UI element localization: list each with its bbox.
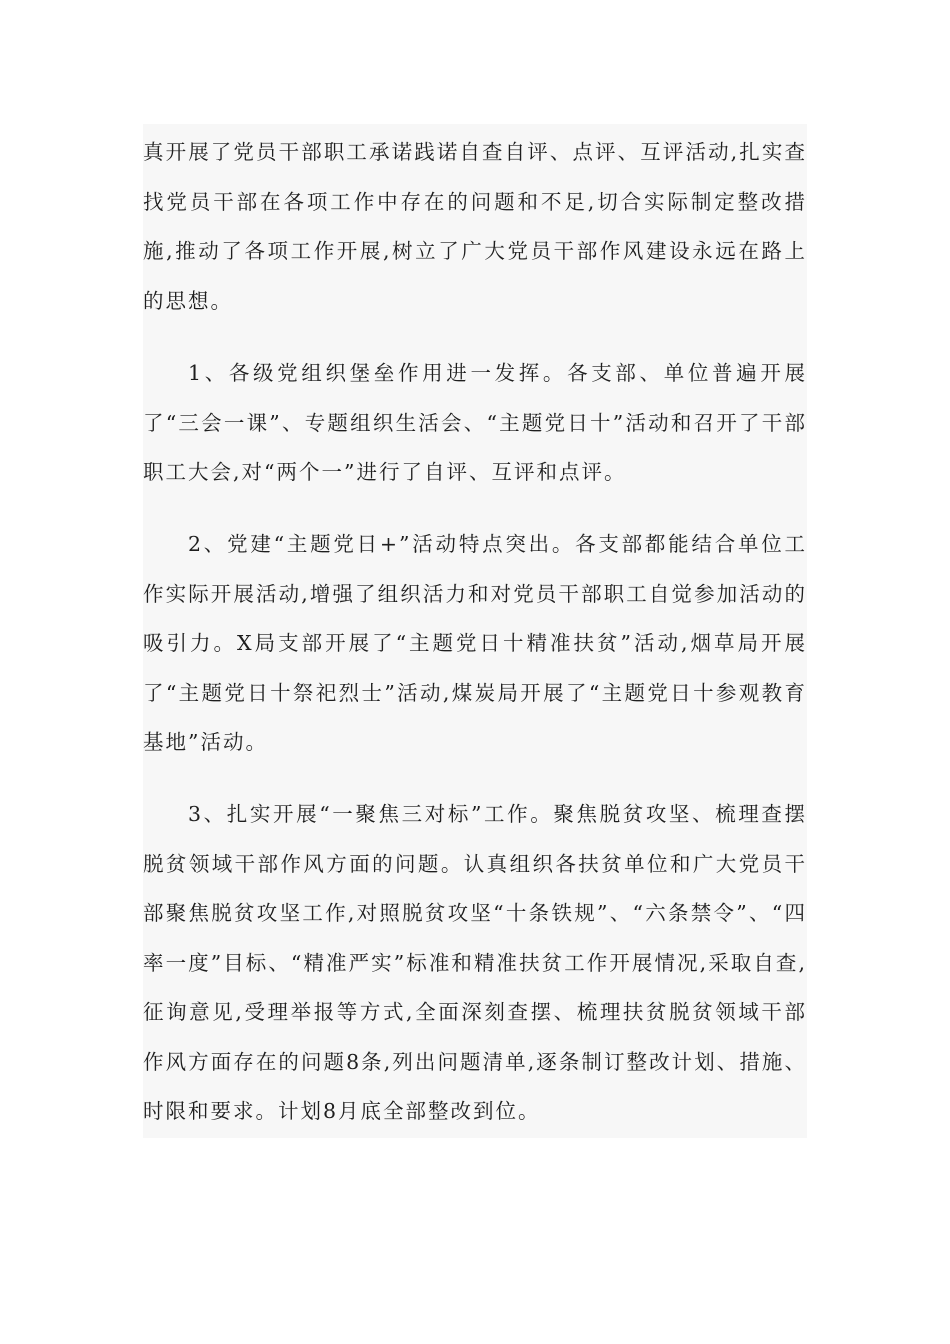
paragraph-item-1: 1、各级党组织堡垒作用进一发挥。各支部、单位普遍开展了“三会一课”、专题组织生活会、“主题党日十”活动和召开了干部职工大会,对“两个一”进行了自评、互评和点评。 bbox=[143, 361, 807, 484]
paragraph-item-2: 2、党建“主题党日+”活动特点突出。各支部都能结合单位工作实际开展活动,增强了组织活力和对党员干部职工自觉参加活动的吸引力。X局支部开展了“主题党日十精准扶贫”活动,烟草局开展了“主题党日十祭祀烈士”活动,煤炭局开展了“主题党日十参观教育基地”活动。 bbox=[143, 532, 807, 754]
paragraph-intro: 真开展了党员干部职工承诺践诺自查自评、点评、互评活动,扎实查找党员干部在各项工作中存在的问题和不足,切合实际制定整改措施,推动了各项工作开展,树立了广大党员干部作风建设永远在路上的思想。 bbox=[143, 140, 807, 313]
paragraph-item-3: 3、扎实开展“一聚焦三对标”工作。聚焦脱贫攻坚、梳理查摆脱贫领域干部作风方面的问题。认真组织各扶贫单位和广大党员干部聚焦脱贫攻坚工作,对照脱贫攻坚“十条铁规”、“六条禁令”、“四率一度”目标、“精准严实”标准和精准扶贫工作开展情况,采取自查,征询意见,受理举报等方式,全面深刻查摆、梳理扶贫脱贫领域干部作风方面存在的问题8条,列出问题清单,逐条制订整改计划、措施、时限和要求。计划8月底全部整改到位。 bbox=[143, 802, 807, 1123]
document-body bbox=[143, 124, 807, 1138]
